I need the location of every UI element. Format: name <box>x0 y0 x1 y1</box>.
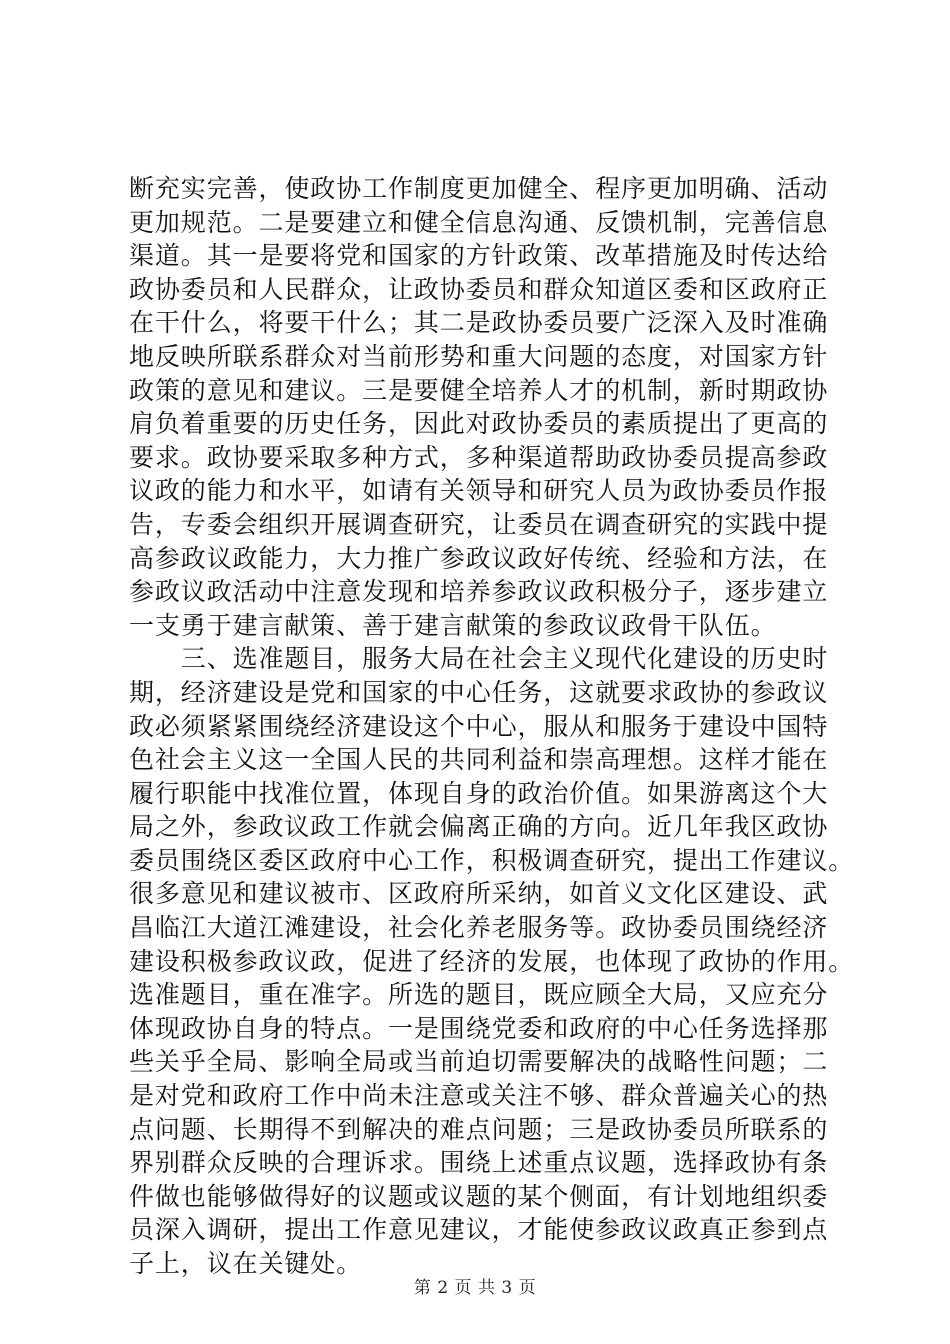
text-line: 要求。政协要采取多种方式，多种渠道帮助政协委员提高参政 <box>129 442 829 472</box>
text-line: 一支勇于建言献策、善于建言献策的参政议政骨干队伍。 <box>129 610 777 640</box>
text-line: 件做也能够做得好的议题或议题的某个侧面，有计划地组织委 <box>129 1181 829 1211</box>
text-line: 些关乎全局、影响全局或当前迫切需要解决的战略性问题；二 <box>129 1047 829 1077</box>
body-text <box>129 172 855 1281</box>
text-line: 告，专委会组织开展调查研究，让委员在调查研究的实践中提 <box>129 509 829 539</box>
text-line: 色社会主义这一全国人民的共同利益和崇高理想。这样才能在 <box>129 745 829 775</box>
text-line: 选准题目，重在准字。所选的题目，既应顾全大局，又应充分 <box>129 980 829 1010</box>
text-line: 更加规范。二是要建立和健全信息沟通、反馈机制，完善信息 <box>129 207 829 237</box>
text-line: 是对党和政府工作中尚未注意或关注不够、群众普遍关心的热 <box>129 1081 829 1111</box>
text-line: 地反映所联系群众对当前形势和重大问题的态度，对国家方针 <box>129 341 829 371</box>
text-line: 子上，议在关键处。 <box>129 1249 363 1278</box>
text-line: 建设积极参政议政，促进了经济的发展，也体现了政协的作用。 <box>129 946 855 976</box>
text-line: 政策的意见和建议。三是要健全培养人才的机制，新时期政协 <box>129 375 829 405</box>
text-line: 委员围绕区委区政府中心工作，积极调查研究，提出工作建议。 <box>129 845 855 875</box>
text-line: 昌临江大道江滩建设，社会化养老服务等。政协委员围绕经济 <box>129 913 829 943</box>
text-line: 政必须紧紧围绕经济建设这个中心，服从和服务于建设中国特 <box>129 711 829 741</box>
text-line: 期，经济建设是党和国家的中心任务，这就要求政协的参政议 <box>129 677 829 707</box>
text-line: 履行职能中找准位置，体现自身的政治价值。如果游离这个大 <box>129 778 829 808</box>
text-line: 界别群众反映的合理诉求。围绕上述重点议题，选择政协有条 <box>129 1148 829 1178</box>
page-footer: 第 2 页 共 3 页 <box>413 1278 537 1298</box>
text-line: 肩负着重要的历史任务，因此对政协委员的素质提出了更高的 <box>129 409 829 439</box>
text-line: 渠道。其一是要将党和国家的方针政策、改革措施及时传达给 <box>129 241 829 271</box>
text-line: 三、选准题目，服务大局在社会主义现代化建设的历史时 <box>129 644 829 674</box>
text-line: 政协委员和人民群众，让政协委员和群众知道区委和区政府正 <box>129 274 829 304</box>
text-line: 点问题、长期得不到解决的难点问题；三是政协委员所联系的 <box>129 1114 829 1144</box>
text-line: 高参政议政能力，大力推广参政议政好传统、经验和方法，在 <box>129 543 829 573</box>
text-line: 局之外，参政议政工作就会偏离正确的方向。近几年我区政协 <box>129 812 829 842</box>
text-line: 员深入调研，提出工作意见建议，才能使参政议政真正参到点 <box>129 1215 829 1245</box>
text-line: 议政的能力和水平，如请有关领导和研究人员为政协委员作报 <box>129 476 829 506</box>
paragraph-2 <box>129 642 855 1280</box>
text-line: 参政议政活动中注意发现和培养参政议政积极分子，逐步建立 <box>129 577 829 607</box>
text-line: 体现政协自身的特点。一是围绕党委和政府的中心任务选择那 <box>129 1013 829 1043</box>
paragraph-1 <box>129 172 829 642</box>
text-line: 在干什么，将要干什么；其二是政协委员要广泛深入及时准确 <box>129 308 829 338</box>
text-line: 断充实完善，使政协工作制度更加健全、程序更加明确、活动 <box>129 174 829 203</box>
text-line: 很多意见和建议被市、区政府所采纳，如首义文化区建设、武 <box>129 879 829 909</box>
